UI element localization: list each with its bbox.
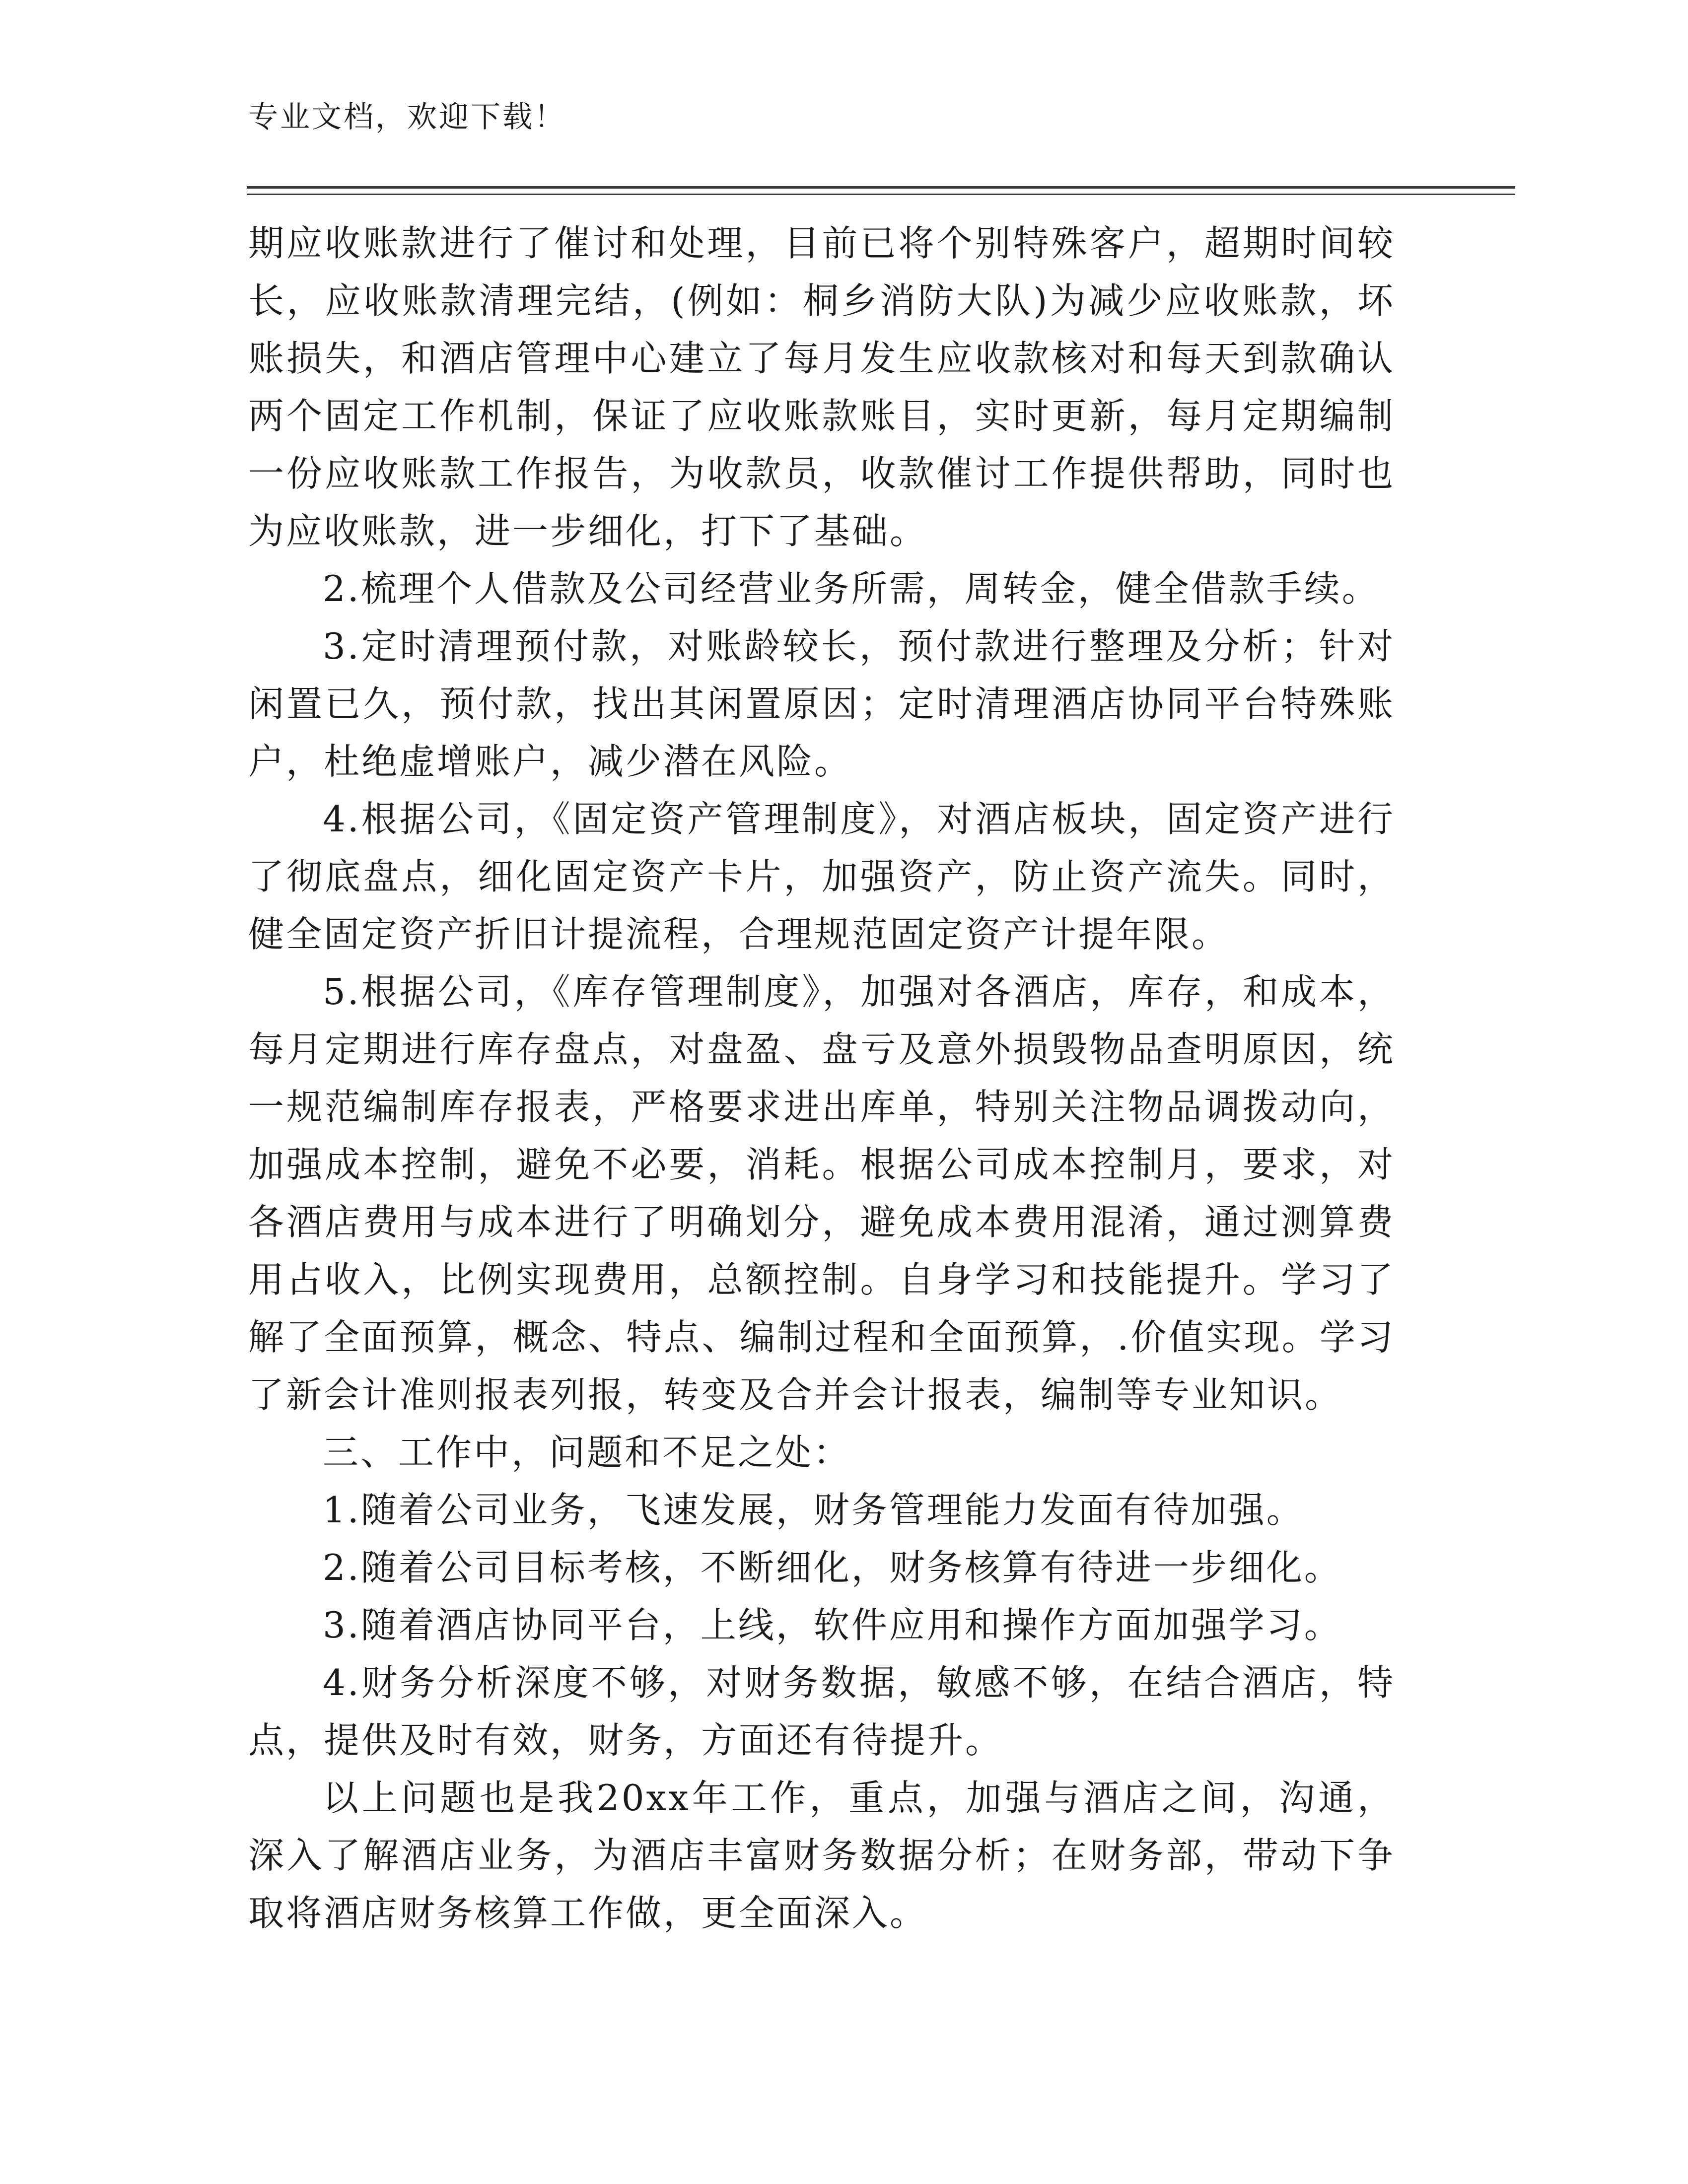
header-rule-top	[247, 186, 1515, 189]
page-header: 专业文档，欢迎下载！	[248, 100, 566, 135]
paragraph-problem-3: 3.随着酒店协同平台，上线，软件应用和操作方面加强学习。	[323, 1604, 1342, 1646]
document-body	[248, 214, 1395, 1942]
paragraph-problem-1: 1.随着公司业务，飞速发展，财务管理能力发面有待加强。	[323, 1489, 1304, 1531]
paragraph-item-4-fixed-assets: 4.根据公司，《固定资产管理制度》，对酒店板块，固定资产进行了彻底盘点，细化固定资产卡片，加强资产，防止资产流失。同时，健全固定资产折旧计提流程，合理规范固定资产计提年限。	[248, 798, 1395, 955]
paragraph-conclusion: 以上问题也是我20xx年工作，重点，加强与酒店之间，沟通，深入了解酒店业务，为酒店丰富财务数据分析；在财务部，带动下争取将酒店财务核算工作做，更全面深入。	[248, 1777, 1395, 1934]
paragraph-item-5-inventory: 5.根据公司，《库存管理制度》，加强对各酒店，库存，和成本，每月定期进行库存盘点，对盘盈、盘亏及意外损毁物品查明原因，统一规范编制库存报表，严格要求进出库单，特别关注物品调拨动向，加强成本控制，避免不必要，消耗。根据公司成本控制月，要求，对各酒店费用与成本进行了明确划分，避免成本费用混淆，通过测算费用占收入，比例实现费用，总额控制。自身学习和技能提升。学习了解了全面预算，概念、特点、编制过程和全面预算，.价值实现。学习了新会计准则报表列报，转变及合并会计报表，编制等专业知识。	[248, 971, 1395, 1416]
paragraph-problem-4: 4.财务分析深度不够，对财务数据，敏感不够，在结合酒店，特点，提供及时有效，财务，方面还有待提升。	[248, 1662, 1395, 1761]
paragraph-item-2-loans: 2.梳理个人借款及公司经营业务所需，周转金，健全借款手续。	[323, 568, 1380, 610]
paragraph-receivables-continued: 期应收账款进行了催讨和处理，目前已将个别特殊客户，超期时间较长，应收账款清理完结，(例如：桐乡消防大队)为减少应收账款，坏账损失，和酒店管理中心建立了每月发生应收款核对和每天到款确认两个固定工作机制，保证了应收账款账目，实时更新，每月定期编制一份应收账款工作报告，为收款员，收款催讨工作提供帮助，同时也为应收账款，进一步细化，打下了基础。	[248, 222, 1395, 552]
paragraph-item-3-prepayments: 3.定时清理预付款，对账龄较长，预付款进行整理及分析；针对闲置已久，预付款，找出其闲置原因；定时清理酒店协同平台特殊账户，杜绝虚增账户，减少潜在风险。	[248, 625, 1395, 782]
paragraph-problem-2: 2.随着公司目标考核，不断细化，财务核算有待进一步细化。	[323, 1547, 1342, 1588]
section-heading-problems: 三、工作中，问题和不足之处：	[323, 1432, 851, 1473]
header-rule-bottom	[247, 194, 1515, 195]
